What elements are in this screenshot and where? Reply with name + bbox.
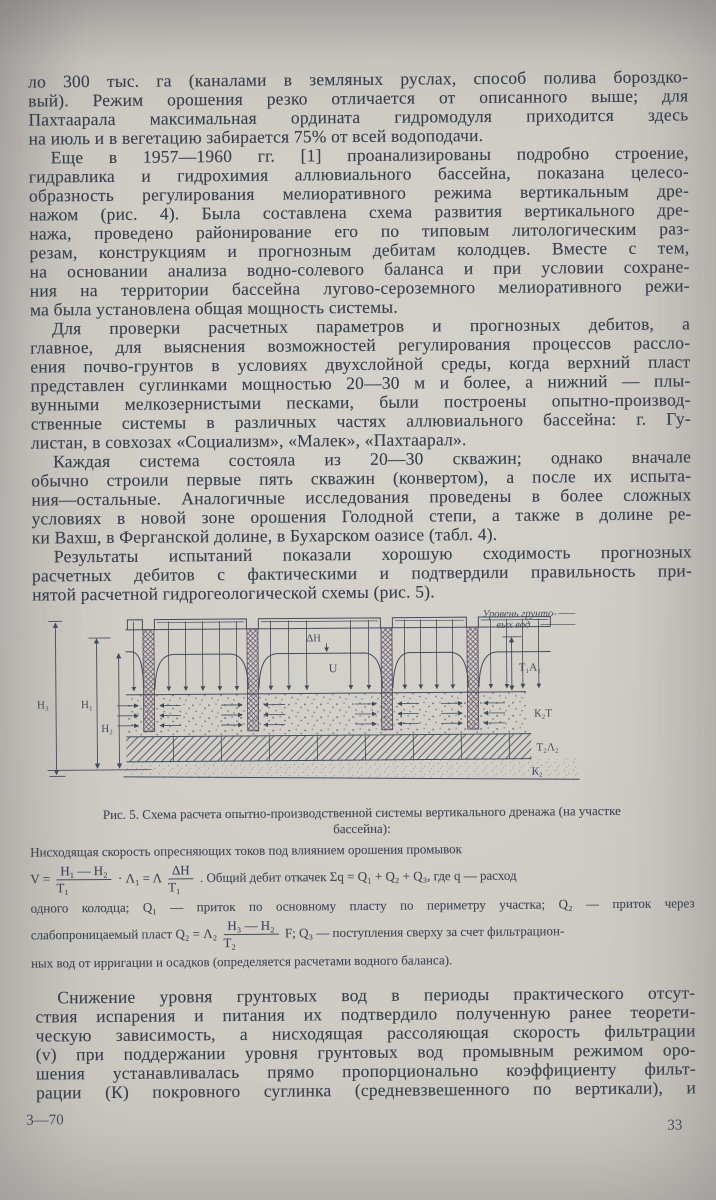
label-u: U [328,661,338,676]
label-h1: Н₁ [80,699,93,712]
formula-post: F; Q₃ — поступления сверху за счет фильтрацион- [284,922,565,940]
text-line: нятой расчетной гидрогеологической схемы (рис. 5). [32,581,435,605]
figure-note [30,838,695,972]
formula-lhs: V = [30,871,51,887]
text-line: вунными мелкозернистыми песками, были построены опытно-производ- [30,389,691,415]
text-line: ствия испарения и питания их подтвердило полученную ранее теорети- [35,1001,696,1027]
text-line: Снижение уровня грунтовых вод в периоды практического отсут- [57,982,696,1008]
page-footer [26,1108,696,1153]
text-line: ния на территории бассейна лугово-сероземного мелиоративного режи- [29,275,690,301]
paragraph [29,143,690,319]
text-line: образность регулирования мелиоративного режима вертикальным дре- [28,180,690,206]
text-line: главное, для выяснения возможностей регулирования процессов рассло- [30,332,691,358]
paragraph [35,984,696,1103]
figure-5-diagram [30,607,681,799]
figure-caption [36,802,688,839]
figure-caption-line1: Рис. 5. Схема расчета опытно-производственной системы вертикального дренажа (на участке [102,802,621,823]
text-line: рации (К) покровного суглинка (средневзвешенного по вертикали), и [35,1077,697,1103]
note-intro: Нисходящая скорость опресняющих токов под влиянием орошения промывок [30,841,462,860]
text-line: представлен суглинками мощностью 20—30 м и более, а нижний — плы- [30,370,691,396]
text-line: расчетных дебитов с фактическими и подтвердили правильность при- [31,560,693,586]
text-line: на основании анализа водно-солевого баланса и при условии сохране- [29,256,690,282]
note-line5: ных вод от ирригации и осадков (определяется расчетами водного баланса). [30,952,453,971]
note-formula-2 [31,912,695,955]
drainage-scheme-svg [30,607,681,794]
label-k2: К₂ [531,765,543,778]
text-line: ки Вахш, в Ферганской долине, в Бухарском оазисе (табл. 4). [31,523,498,548]
fraction: $\frac{\text{Н₃ — Н₂}}{\text{Т₂}}$ [223,918,279,950]
label-dh: ΔН [306,633,321,645]
text-line: на июль и в вегетацию забирается 75% от всей водоподачи. [28,125,484,149]
label-h3: Н₃ [36,699,49,712]
fraction: $\frac{\text{Н₁ — Н₂}}{\text{Т₁}}$ [56,864,112,896]
figure-linework [122,616,579,783]
body-text-bottom [35,984,696,1103]
text-line: Пахтаарала максимальная ордината гидромодуля приходится здесь [28,104,689,130]
text-line: нажа, проведено районирование его по типовым литологическим раз- [29,218,690,244]
label-t1a1: Т₁А₁ [518,661,542,674]
text-line: условиях в новой зоне орошения Голодной степи, а также в долине ре- [31,503,692,529]
formula-pre: слабопроницаемый пласт Q₂ = Λ₂ [30,925,218,942]
text-line: листан, в совхозах «Социализм», «Малек», «Пахтаарал». [30,429,467,453]
text-line: гидравлика и гидрохимия аллювиального бассейна, показана целесо- [28,161,689,187]
figure-caption-line2: бассейна): [333,820,391,837]
text-line: Каждая система состояла из 20—30 скважин; однако вначале [53,446,692,472]
paragraph [28,67,689,148]
label-groundwater-1: Уровень грунто- [482,608,557,621]
text-line: ственные системы в различных частях аллювиального бассейна: г. Гу- [30,408,691,434]
text-line: ческую зависимость, а нисходящая рассоляющая скорость фильтрации [35,1020,696,1046]
text-line: ма была установлена общая мощность системы. [29,296,398,320]
page-number: 33 [667,1117,683,1134]
paragraph [32,542,692,604]
formula-mid: · Λ₁ = Λ [117,870,162,886]
text-line: резам, конструкциям и прогнозным дебитам колодцев. Вместе с тем, [29,237,690,263]
text-line: вый). Режим орошения резко отличается от описанного выше; для [28,85,689,111]
text-line: Результаты испытаний показали хорошую сходимость прогнозных [53,541,692,567]
text-line: шения устанавливалась прямо пропорционально коэффициенту фильт- [35,1058,696,1084]
paragraph [31,447,692,547]
note-line3: одного колодца; Q₁ — приток по основному пласту по периметру участка; Q₂ — приток через [30,894,695,916]
text-line: ния—остальные. Аналогичные исследования проведены в более сложных [31,484,692,510]
note-formula-1 [30,856,694,899]
print-signature: 3—70 [26,1112,64,1129]
body-text-top [28,67,692,604]
text-line: ло 300 тыс. га (каналами в земляных руслах, способ полива бороздко- [28,66,689,92]
text-line: нажом (рис. 4). Была составлена схема развития вертикального дре- [29,199,690,225]
fraction: $\frac{\Delta Н}{\text{Т₁}}$ [168,863,194,895]
text-line: ения почво-грунтов в условиях двухслойной среды, когда верхний пласт [30,351,691,377]
paragraph [30,314,691,452]
label-groundwater-2: вых вод [496,619,531,631]
text-line: Еще в 1957—1960 гг. [1] проанализированы подробно строение, [50,142,689,168]
text-line: Для проверки расчетных параметров и прогнозных дебитов, а [51,313,691,339]
label-k2t: К₂Т [534,707,553,720]
label-t2l2: Т₂Λ₂ [536,741,559,754]
label-h2: Н₂ [101,722,114,736]
text-line: обычно строили первые пять скважин (конвертом), а после их испыта- [31,465,692,491]
text-line: (v) при поддержании уровня грунтовых вод промывным режимом оро- [35,1039,696,1065]
formula-tail: . Общий дебит откачек Σq = Q₁ + Q₂ + Q₃, где q — расход [199,867,517,886]
